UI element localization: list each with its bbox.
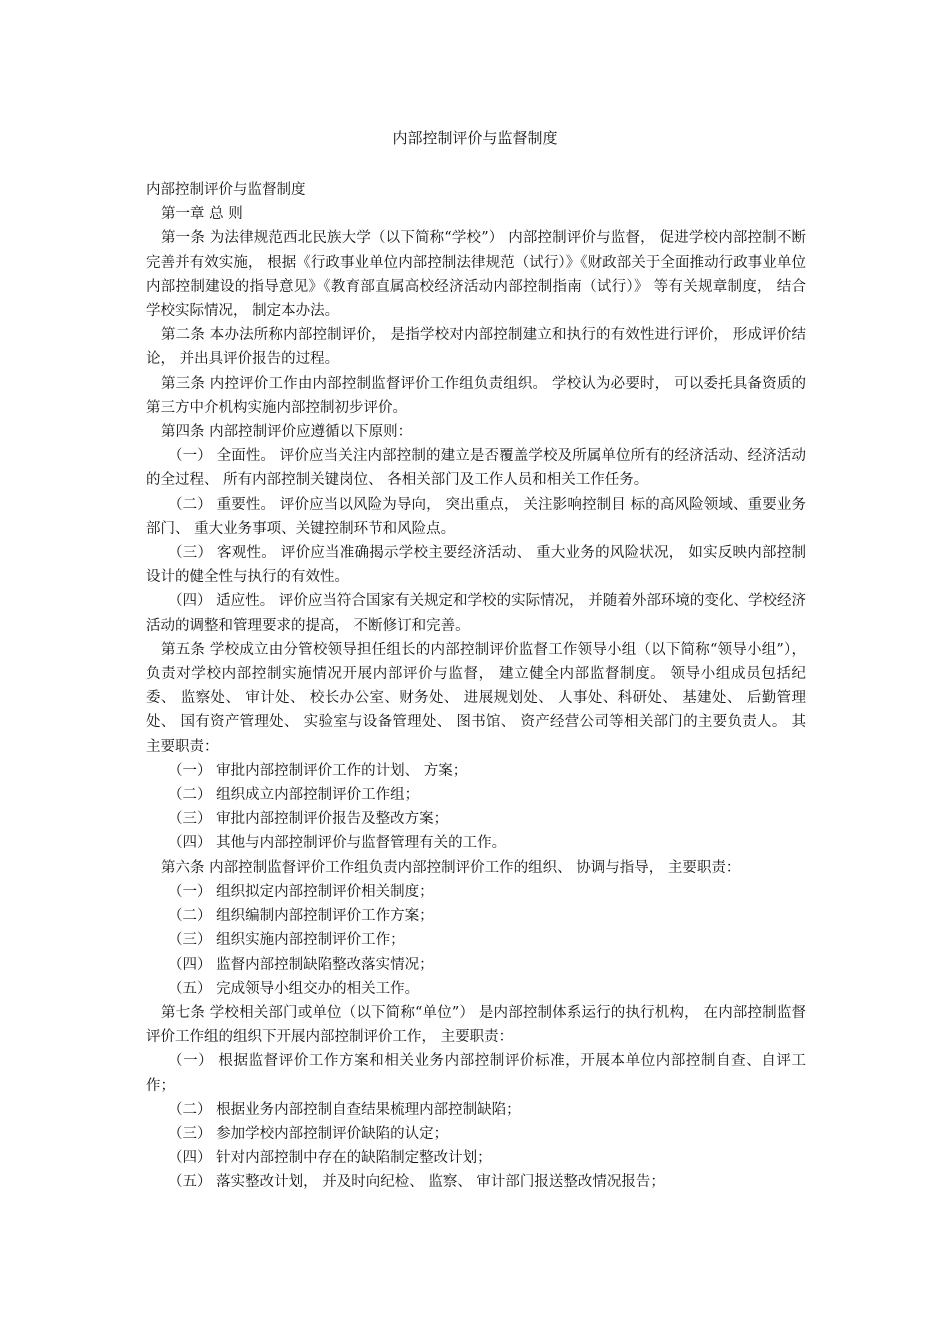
document-body <box>146 178 806 1195</box>
paragraph: （二） 根据业务内部控制自查结果梳理内部控制缺陷； <box>168 1101 521 1118</box>
paragraph: 第四条 内部控制评价应遵循以下原则： <box>161 424 413 441</box>
paragraph: （五） 落实整改计划， 并及时向纪检、 监察、 审计部门报送整改情况报告； <box>168 1174 665 1191</box>
paragraph: （四） 其他与内部控制评价与监督管理有关的工作。 <box>168 835 507 852</box>
paragraph: （一） 审批内部控制评价工作的计划、 方案； <box>168 762 468 779</box>
paragraph: （二） 重要性。 评价应当以风险为导向， 突出重点， 关注影响控制目 标的高风险领域、重要业务部门、 重大业务事项、关键控制环节和风险点。 <box>146 496 806 537</box>
paragraph: 第一章 总 则 <box>161 206 243 223</box>
paragraph: （三） 审批内部控制评价报告及整改方案； <box>168 811 449 828</box>
paragraph: （四） 适应性。 评价应当符合国家有关规定和学校的实际情况， 并随着外部环境的变化、学校经济活动的调整和管理要求的提高， 不断修订和完善。 <box>146 593 806 634</box>
paragraph: （二） 组织成立内部控制评价工作组； <box>168 787 420 804</box>
paragraph: 第六条 内部控制监督评价工作组负责内部控制评价工作的组织、 协调与指导， 主要职责： <box>161 859 741 876</box>
paragraph: 第七条 学校相关部门或单位（以下简称“单位”） 是内部控制体系运行的执行机构， 在内部控制监督评价工作组的组织下开展内部控制评价工作， 主要职责： <box>146 1004 806 1046</box>
paragraph: （四） 针对内部控制中存在的缺陷制定整改计划； <box>168 1150 492 1167</box>
paragraph: （三） 参加学校内部控制评价缺陷的认定； <box>168 1125 449 1142</box>
document-title: 内部控制评价与监督制度 <box>392 129 558 147</box>
paragraph: （三） 组织实施内部控制评价工作； <box>168 932 405 949</box>
paragraph: （五） 完成领导小组交办的相关工作。 <box>168 980 420 997</box>
paragraph: （一） 根据监督评价工作方案和相关业务内部控制评价标准，开展本单位内部控制自查、自评工作； <box>146 1053 806 1094</box>
paragraph: （二） 组织编制内部控制评价工作方案； <box>168 908 434 925</box>
paragraph: 第二条 本办法所称内部控制评价， 是指学校对内部控制建立和执行的有效性进行评价， 形成评价结论， 并出具评价报告的过程。 <box>146 327 806 368</box>
paragraph: 第三条 内控评价工作由内部控制监督评价工作组负责组织。 学校认为必要时， 可以委托具备资质的第三方中介机构实施内部控制初步评价。 <box>146 375 806 416</box>
paragraph: （三） 客观性。 评价应当准确揭示学校主要经济活动、 重大业务的风险状况， 如实反映内部控制设计的健全性与执行的有效性。 <box>146 545 806 586</box>
paragraph: （四） 监督内部控制缺陷整改落实情况； <box>168 956 434 973</box>
paragraph: 第五条 学校成立由分管校领导担任组长的内部控制评价监督工作领导小组（以下简称“领导小组”）， 负责对学校内部控制实施情况开展内部评价与监督， 建立健全内部监督制度。 领导小组成员包括纪委、 监察处、 审计处、 校长办公室、财务处、 进展规划处、 人事处、科研处、 基建处、 后勤管理处、 国有资产管理处、 实验室与设备管理处、 图书馆、 资产经营公司等相关部门的主要负责人。 其主要职责： <box>146 641 806 755</box>
paragraph: 第一条 为法律规范西北民族大学（以下简称“学校”） 内部控制评价与监督， 促进学校内部控制不断完善并有效实施， 根据《行政事业单位内部控制法律规范（试行）》《财政部关于全面推动行政事业单位内部控制建设的指导意见》《教育部直属高校经济活动内部控制指南（试行）》 等有关规章制度， 结合学校实际情况， 制定本办法。 <box>146 230 806 320</box>
paragraph: 内部控制评价与监督制度 <box>146 182 306 198</box>
paragraph: （一） 组织拟定内部控制评价相关制度； <box>168 883 434 900</box>
paragraph: （一） 全面性。 评价应当关注内部控制的建立是否覆盖学校及所属单位所有的经济活动、经济活动的全过程、 所有内部控制关键岗位、 各相关部门及工作人员和相关工作任务。 <box>146 448 806 489</box>
